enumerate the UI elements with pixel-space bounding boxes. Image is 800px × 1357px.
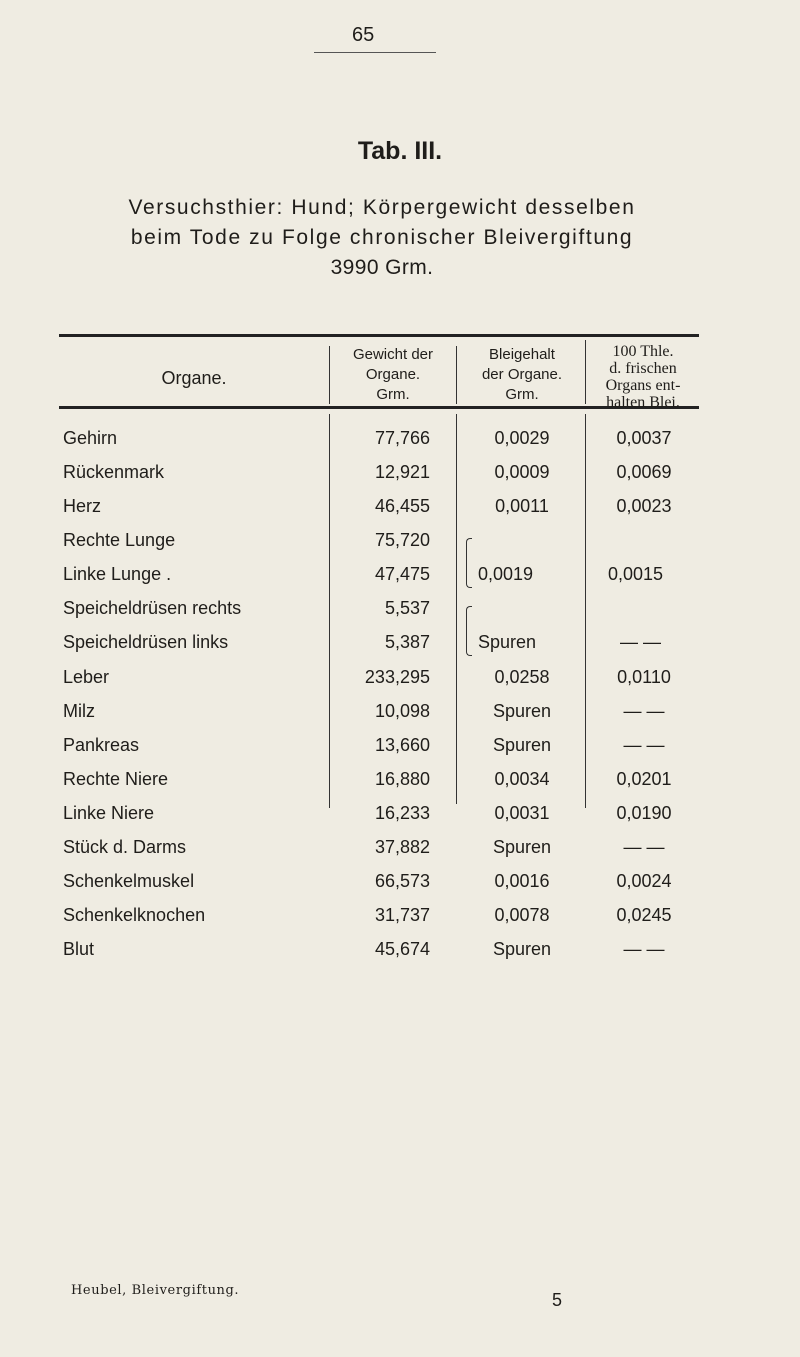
table-row xyxy=(0,456,800,490)
column-divider xyxy=(456,346,457,404)
table-row xyxy=(0,558,800,592)
column-header-organ: Organe. xyxy=(161,368,227,388)
lead-cell: 0,0029 xyxy=(494,428,550,448)
lead-cell: 0,0009 xyxy=(494,462,550,482)
footer-reference: Heubel, Bleivergiftung. xyxy=(71,1283,240,1298)
weight-cell: 5,387 xyxy=(384,632,430,652)
column-header-weight xyxy=(330,345,456,405)
caption-line-1: Versuchsthier: Hund; Körpergewicht desselben xyxy=(128,196,636,219)
lead-cell: Spuren xyxy=(492,735,552,755)
table-row xyxy=(0,729,800,763)
organ-cell: Linke Niere xyxy=(63,803,155,823)
lead-cell: 0,0016 xyxy=(494,871,550,891)
percent-cell: 0,0024 xyxy=(616,871,672,891)
table-row xyxy=(0,422,800,456)
percent-cell: 0,0201 xyxy=(616,769,672,789)
signature-mark: 5 xyxy=(552,1290,563,1310)
organ-cell: Speicheldrüsen rechts xyxy=(63,598,242,618)
brace xyxy=(466,606,472,656)
table-title: Tab. III. xyxy=(357,137,443,165)
brace xyxy=(466,538,472,588)
organ-cell: Gehirn xyxy=(63,428,118,448)
weight-cell: 10,098 xyxy=(374,701,430,721)
organ-cell: Rückenmark xyxy=(63,462,165,482)
percent-cell: 0,0023 xyxy=(616,496,672,516)
column-header-lead xyxy=(458,345,586,405)
column-header-lead-line: der Organe. xyxy=(481,366,563,383)
percent-cell: 0,0069 xyxy=(616,462,672,482)
weight-cell: 16,880 xyxy=(374,769,430,789)
weight-cell: 45,674 xyxy=(374,939,430,959)
percent-cell: 0,0190 xyxy=(616,803,672,823)
column-header-weight-line: Organe. xyxy=(365,366,421,383)
caption-line-2: beim Tode zu Folge chronischer Bleivergiftung xyxy=(130,226,634,249)
organ-cell: Blut xyxy=(63,939,95,959)
table-row xyxy=(0,626,800,660)
organ-cell: Speicheldrüsen links xyxy=(63,632,229,652)
lead-cell: 0,0011 xyxy=(495,496,549,516)
caption xyxy=(57,193,707,283)
lead-cell: 0,0034 xyxy=(494,769,550,789)
percent-cell: — — xyxy=(623,701,665,721)
organ-cell: Schenkelknochen xyxy=(63,905,206,925)
table-row xyxy=(0,933,800,967)
organ-cell: Rechte Lunge xyxy=(63,530,176,550)
page-number: 65 xyxy=(352,24,375,46)
organ-cell: Pankreas xyxy=(63,735,140,755)
lead-cell: Spuren xyxy=(492,939,552,959)
table-row xyxy=(0,797,800,831)
table-row xyxy=(0,661,800,695)
column-header-weight-line: Gewicht der xyxy=(352,346,434,363)
percent-cell: — — xyxy=(623,735,665,755)
lead-cell: 0,0078 xyxy=(494,905,550,925)
weight-cell: 13,660 xyxy=(374,735,430,755)
table-row xyxy=(0,899,800,933)
percent-cell: — — xyxy=(623,837,665,857)
weight-cell: 77,766 xyxy=(374,428,430,448)
weight-cell: 75,720 xyxy=(374,530,430,550)
percent-cell: 0,0110 xyxy=(617,667,671,687)
lead-cell: 0,0258 xyxy=(494,667,550,687)
header-rule xyxy=(314,52,436,53)
percent-cell: 0,0037 xyxy=(616,428,672,448)
organ-cell: Stück d. Darms xyxy=(63,837,187,857)
table-row xyxy=(0,524,800,558)
column-header-lead-line: Grm. xyxy=(505,386,539,403)
organ-cell: Herz xyxy=(63,496,102,516)
column-header-lead-line: Bleigehalt xyxy=(489,346,555,363)
weight-cell: 16,233 xyxy=(374,803,430,823)
column-header-percent-line: Organs ent- xyxy=(605,377,681,394)
table-row xyxy=(0,831,800,865)
weight-cell: 66,573 xyxy=(374,871,430,891)
percent-cell: — — xyxy=(623,939,665,959)
merged-percent-cell: — — xyxy=(620,632,662,652)
lead-cell: 0,0031 xyxy=(494,803,550,823)
table-row xyxy=(0,695,800,729)
weight-cell: 31,737 xyxy=(374,905,430,925)
organ-cell: Linke Lunge . xyxy=(63,564,172,584)
table-row xyxy=(0,490,800,524)
percent-cell: 0,0245 xyxy=(616,905,672,925)
merged-percent-cell: 0,0015 xyxy=(608,564,664,584)
merged-lead-cell: Spuren xyxy=(478,632,537,652)
organ-cell: Schenkelmuskel xyxy=(63,871,195,891)
weight-cell: 12,921 xyxy=(374,462,430,482)
column-header-percent xyxy=(586,343,700,411)
weight-cell: 5,537 xyxy=(384,598,430,618)
organ-cell: Rechte Niere xyxy=(63,769,169,789)
weight-cell: 47,475 xyxy=(374,564,430,584)
lead-cell: Spuren xyxy=(492,837,552,857)
table-row xyxy=(0,592,800,626)
weight-cell: 46,455 xyxy=(374,496,430,516)
table-top-rule xyxy=(59,334,699,337)
table-row xyxy=(0,763,800,797)
column-header-percent-line: d. frischen xyxy=(609,360,677,377)
organ-cell: Leber xyxy=(63,667,110,687)
lead-cell: Spuren xyxy=(492,701,552,721)
column-header-percent-line: 100 Thle. xyxy=(612,343,674,360)
weight-cell: 37,882 xyxy=(374,837,430,857)
merged-lead-cell: 0,0019 xyxy=(478,564,534,584)
caption-line-3: 3990 Grm. xyxy=(330,256,434,279)
column-header-percent-line: halten Blei. xyxy=(606,394,680,411)
organ-cell: Milz xyxy=(63,701,95,721)
table-row xyxy=(0,865,800,899)
column-header-weight-line: Grm. xyxy=(376,386,410,403)
weight-cell: 233,295 xyxy=(364,667,430,687)
